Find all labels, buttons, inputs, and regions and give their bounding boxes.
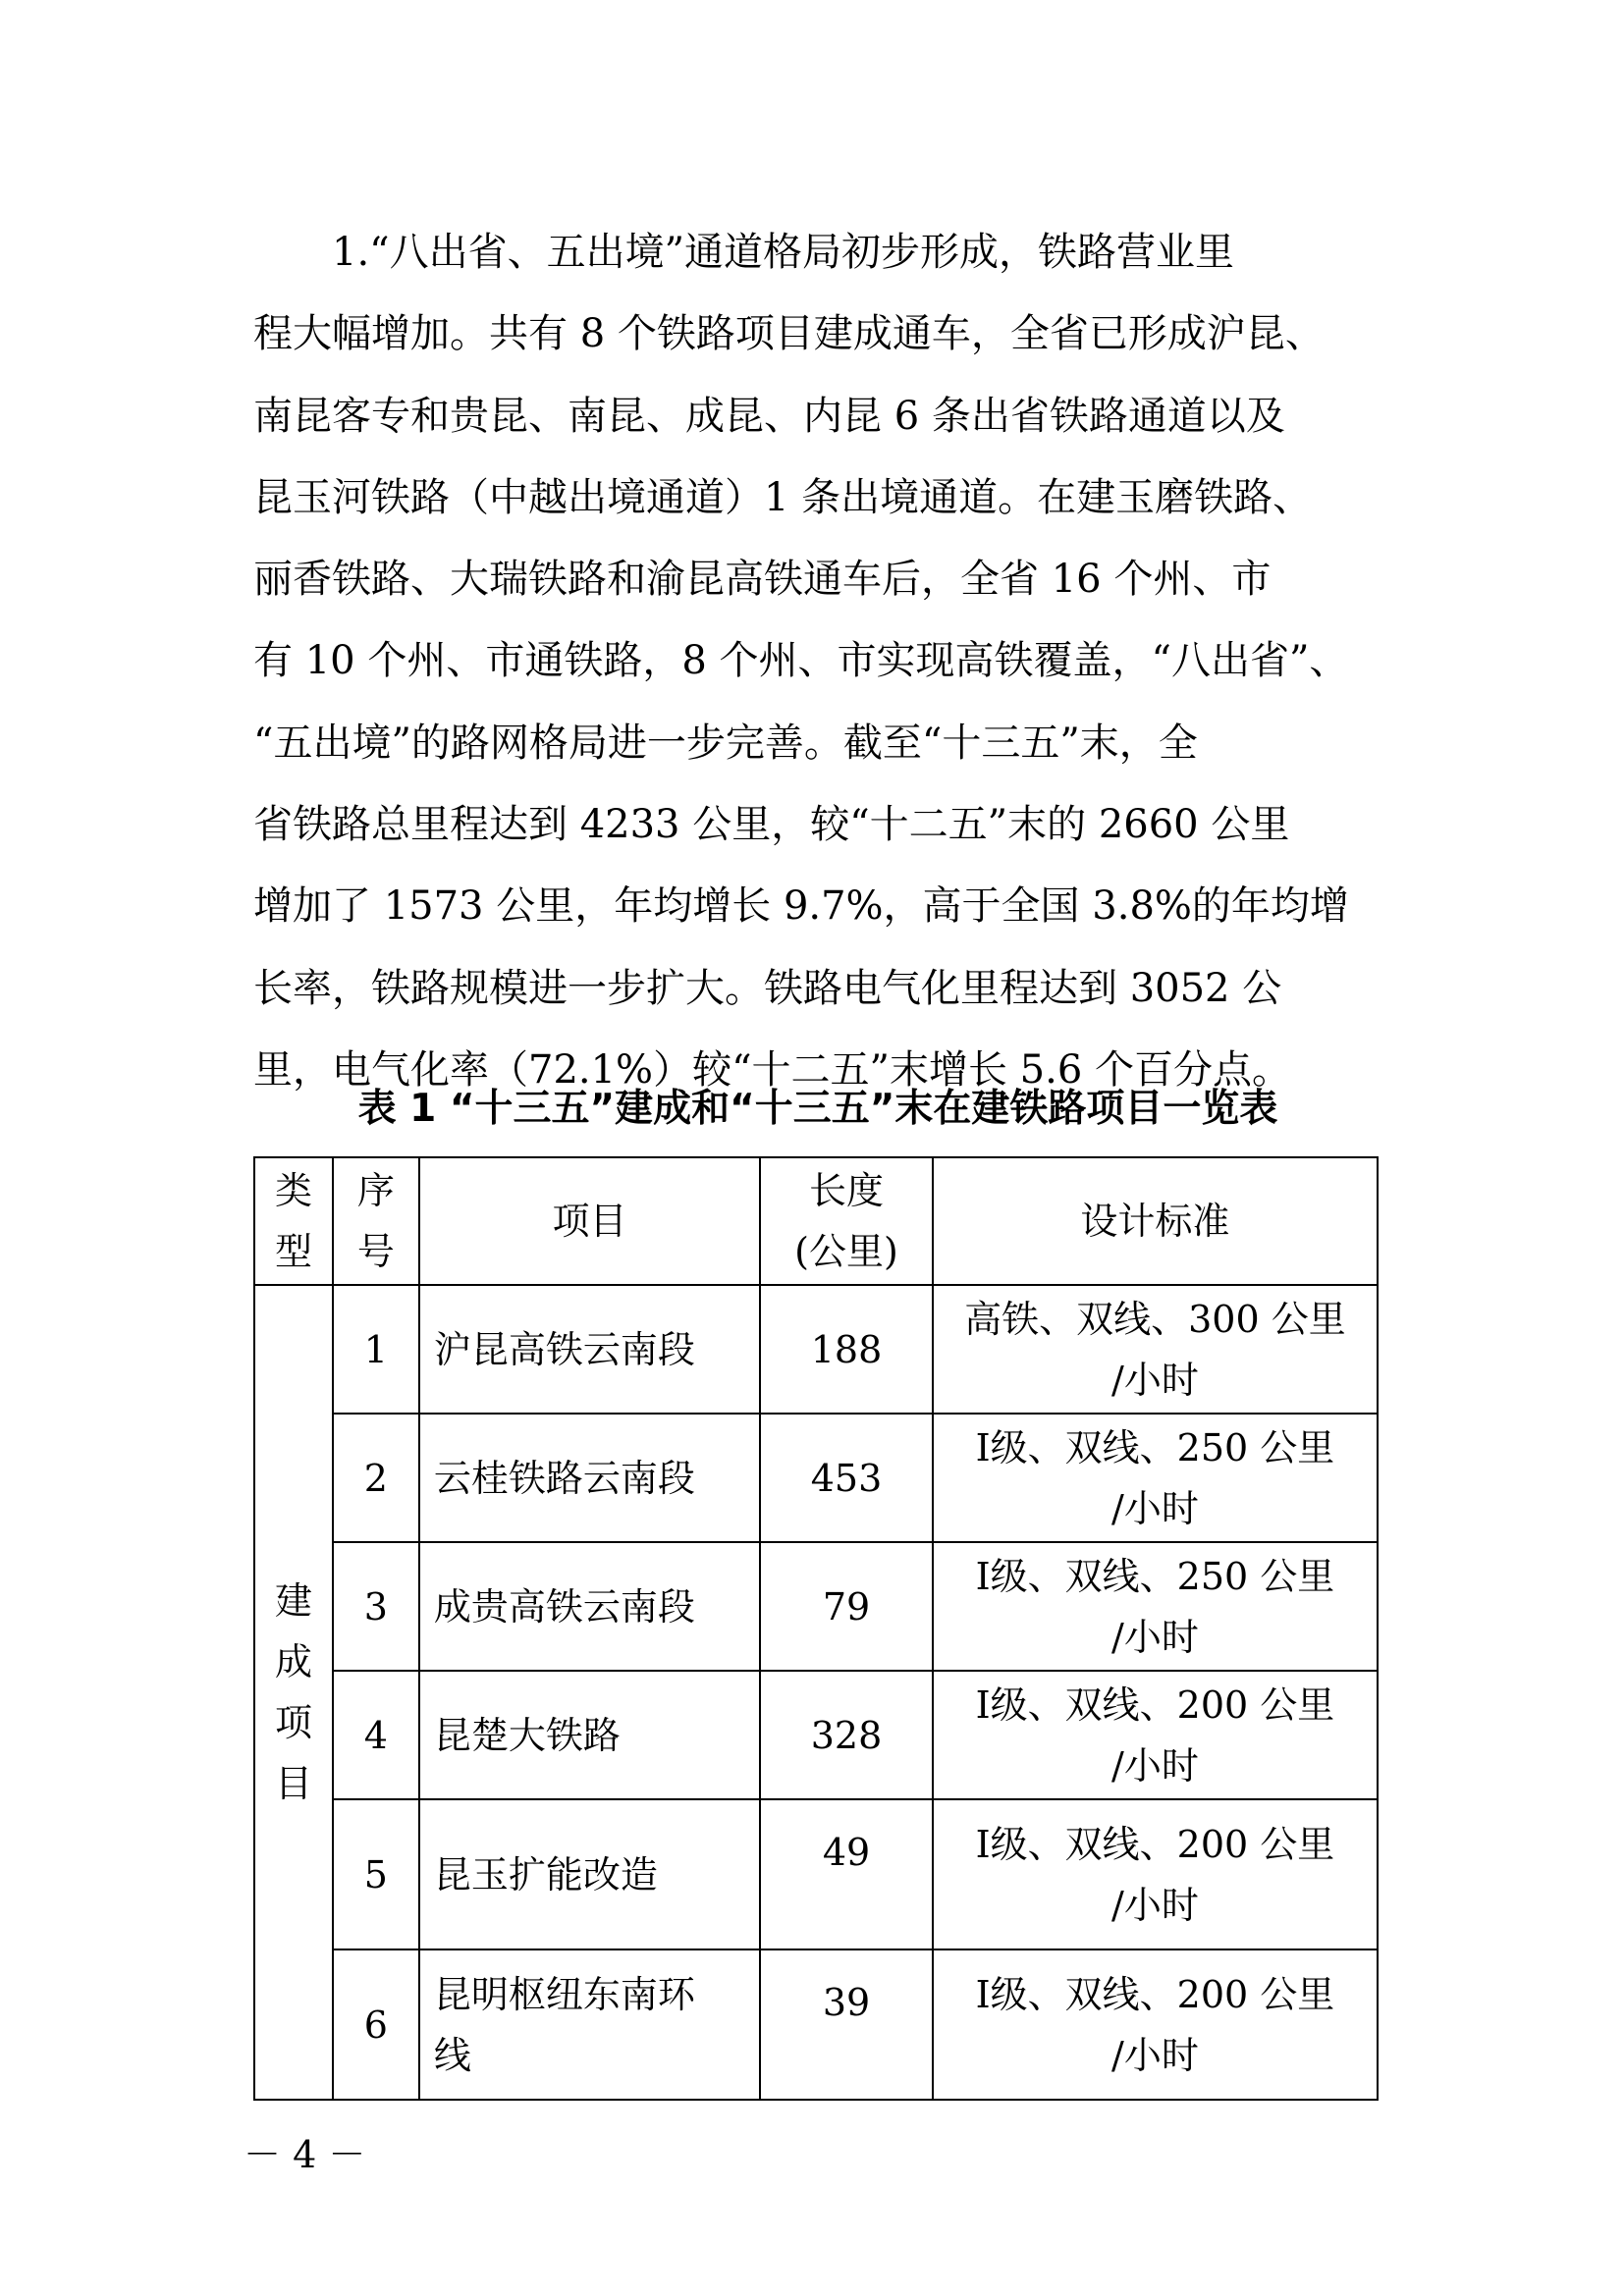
table-row xyxy=(254,1285,1378,1414)
header-seq: 序 号 xyxy=(333,1157,419,1285)
cell-length: 49 xyxy=(760,1799,933,1949)
cell-seq: 2 xyxy=(333,1414,419,1542)
cell-standard: Ⅰ级、双线、250 公里 /小时 xyxy=(933,1414,1378,1542)
paragraph-line: 1.“八出省、五出境”通道格局初步形成，铁路营业里 xyxy=(332,230,1235,275)
cell-project: 沪昆高铁云南段 xyxy=(419,1285,760,1414)
cell-seq: 1 xyxy=(333,1285,419,1414)
paragraph-line: 程大幅增加。共有 8 个铁路项目建成通车，全省已形成沪昆、 xyxy=(253,311,1325,357)
group-label-completed: 建 成 项 目 xyxy=(254,1285,333,2100)
cell-project: 昆明枢纽东南环 线 xyxy=(419,1949,760,2100)
paragraph-line: 省铁路总里程达到 4233 公里，较“十二五”末的 2660 公里 xyxy=(253,802,1290,848)
cell-standard: Ⅰ级、双线、200 公里 /小时 xyxy=(933,1671,1378,1799)
cell-seq: 6 xyxy=(333,1949,419,2100)
header-type: 类 型 xyxy=(254,1157,333,1285)
cell-length: 188 xyxy=(760,1285,933,1414)
header-standard: 设计标准 xyxy=(933,1157,1378,1285)
cell-seq: 3 xyxy=(333,1542,419,1671)
cell-length: 453 xyxy=(760,1414,933,1542)
cell-standard: Ⅰ级、双线、200 公里 /小时 xyxy=(933,1799,1378,1949)
cell-project: 成贵高铁云南段 xyxy=(419,1542,760,1671)
table-row xyxy=(254,1671,1378,1799)
header-project: 项目 xyxy=(419,1157,760,1285)
paragraph-line: 里，电气化率（72.1%）较“十二五”末增长 5.6 个百分点。 xyxy=(253,1046,1292,1093)
header-length: 长度 (公里) xyxy=(760,1157,933,1285)
paragraph-line: 南昆客专和贵昆、南昆、成昆、内昆 6 条出省铁路通道以及 xyxy=(253,393,1285,439)
cell-project: 昆楚大铁路 xyxy=(419,1671,760,1799)
cell-standard: Ⅰ级、双线、200 公里 /小时 xyxy=(933,1949,1378,2100)
cell-project: 昆玉扩能改造 xyxy=(419,1799,760,1949)
body-paragraph xyxy=(253,212,1382,1111)
cell-length: 39 xyxy=(760,1949,933,2100)
page-number: － 4 － xyxy=(244,2133,366,2176)
paragraph-line: 丽香铁路、大瑞铁路和渝昆高铁通车后，全省 16 个州、市 xyxy=(253,557,1272,603)
paragraph-line: “五出境”的路网格局进一步完善。截至“十三五”末，全 xyxy=(253,720,1198,766)
paragraph-line: 增加了 1573 公里，年均增长 9.7%，高于全国 3.8%的年均增 xyxy=(253,883,1349,930)
cell-length: 79 xyxy=(760,1542,933,1671)
paragraph-line: 有 10 个州、市通铁路，8 个州、市实现高铁覆盖，“八出省”、 xyxy=(253,638,1349,684)
paragraph-line: 长率，铁路规模进一步扩大。铁路电气化里程达到 3052 公 xyxy=(253,965,1282,1011)
table-row xyxy=(254,1799,1378,1949)
cell-seq: 5 xyxy=(333,1799,419,1949)
paragraph-line: 昆玉河铁路（中越出境通道）1 条出境通道。在建玉磨铁路、 xyxy=(253,474,1313,520)
cell-project: 云桂铁路云南段 xyxy=(419,1414,760,1542)
table-header-row xyxy=(254,1157,1378,1285)
cell-seq: 4 xyxy=(333,1671,419,1799)
railway-projects-table xyxy=(253,1156,1379,2101)
cell-standard: Ⅰ级、双线、250 公里 /小时 xyxy=(933,1542,1378,1671)
table-row xyxy=(254,1949,1378,2100)
table-row xyxy=(254,1414,1378,1542)
cell-length: 328 xyxy=(760,1671,933,1799)
cell-standard: 高铁、双线、300 公里 /小时 xyxy=(933,1285,1378,1414)
table-caption: 表 1 “十三五”建成和“十三五”末在建铁路项目一览表 xyxy=(357,1087,1278,1131)
table-row xyxy=(254,1542,1378,1671)
